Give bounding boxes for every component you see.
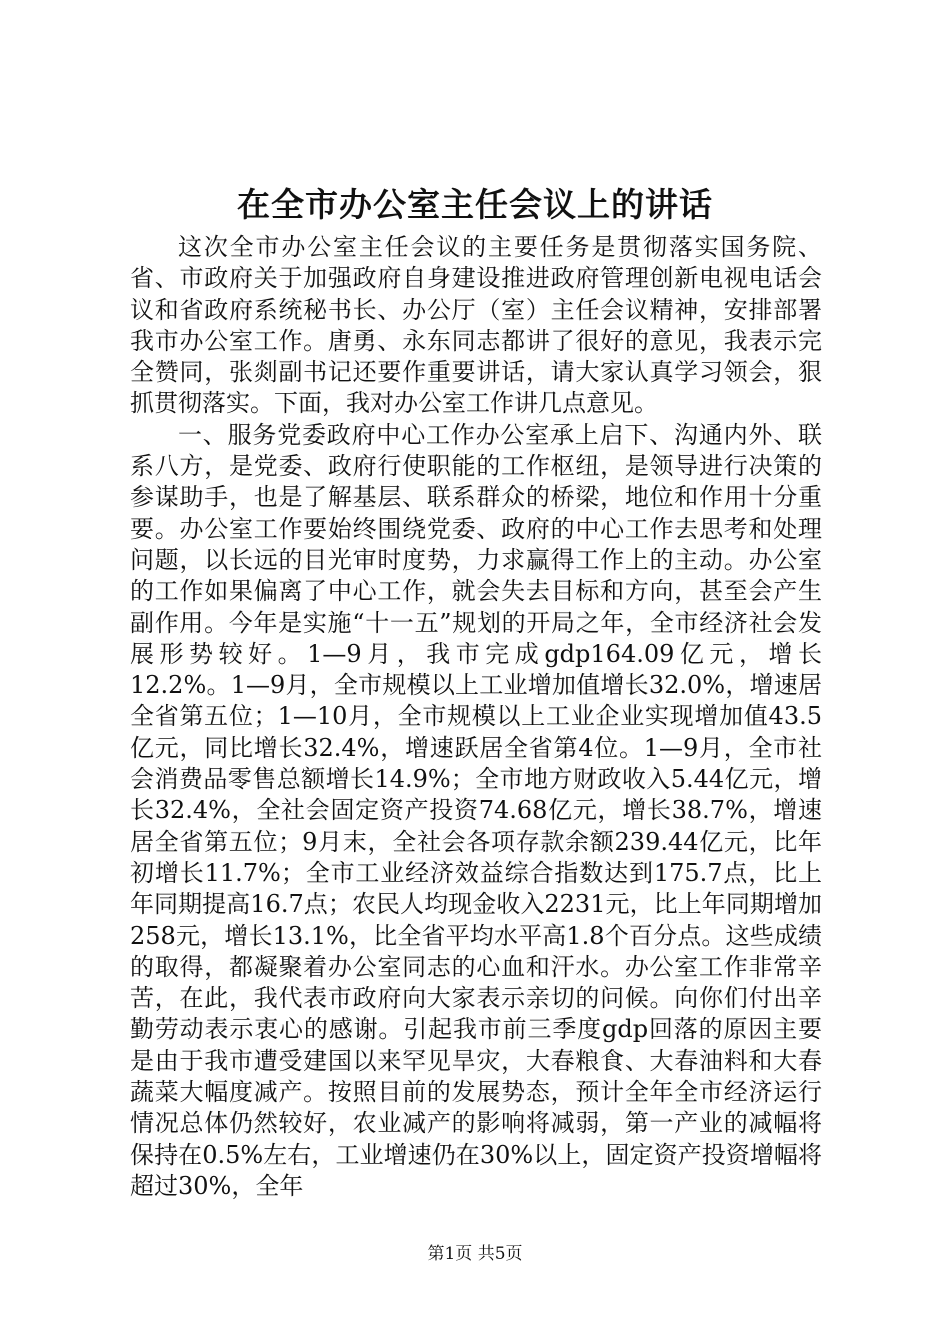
paragraph-section-one: 一、服务党委政府中心工作办公室承上启下、沟通内外、联系八方，是党委、政府行使职能的工作枢纽，是领导进行决策的参谋助手，也是了解基层、联系群众的桥梁，地位和作用十分重要。办公室工作要始终围绕党委、政府的中心工作去思考和处理问题，以长远的目光审时度势，力求赢得工作上的主动。办公室的工作如果偏离了中心工作，就会失去目标和方向，甚至会产生副作用。今年是实施“十一五”规划的开局之年，全市经济社会发展形势较好。1—9月，我市完成gdp164.09亿元，增长12.2%。1—9月，全市规模以上工业增加值增长32.0%，增速居全省第五位；1—10月，全市规模以上工业企业实现增加值43.5亿元，同比增长32.4%，增速跃居全省第4位。1—9月，全市社会消费品零售总额增长14.9%；全市地方财政收入5.44亿元，增长32.4%，全社会固定资产投资74.68亿元，增长38.7%，增速居全省第五位；9月末，全社会各项存款余额239.44亿元，比年初增长11.7%；全市工业经济效益综合指数达到175.7点，比上年同期提高16.7点；农民人均现金收入2231元，比上年同期增加258元，增长13.1%，比全省平均水平高1.8个百分点。这些成绩的取得，都凝聚着办公室同志的心血和汗水。办公室工作非常辛苦，在此，我代表市政府向大家表示亲切的问候。向你们付出辛勤劳动表示衷心的感谢。引起我市前三季度gdp回落的原因主要是由于我市遭受建国以来罕见旱灾，大春粮食、大春油料和大春蔬菜大幅度减产。按照目前的发展势态，预计全年全市经济运行情况总体仍然较好，农业减产的影响将减弱，第一产业的减幅将保持在0.5%左右，工业增速仍在30%以上，固定资产投资增幅将超过30%，全年 — [130, 420, 822, 1200]
paragraph-intro: 这次全市办公室主任会议的主要任务是贯彻落实国务院、省、市政府关于加强政府自身建设推进政府管理创新电视电话会议和省政府系统秘书长、办公厅（室）主任会议精神，安排部署我市办公室工作。唐勇、永东同志都讲了很好的意见，我表示完全赞同，张剡副书记还要作重要讲话，请大家认真学习领会，狠抓贯彻落实。下面，我对办公室工作讲几点意见。 — [130, 233, 822, 418]
page-number: 第1页 共5页 — [427, 1244, 523, 1264]
document-title: 在全市办公室主任会议上的讲话 — [237, 185, 713, 224]
document-body — [130, 232, 822, 1202]
